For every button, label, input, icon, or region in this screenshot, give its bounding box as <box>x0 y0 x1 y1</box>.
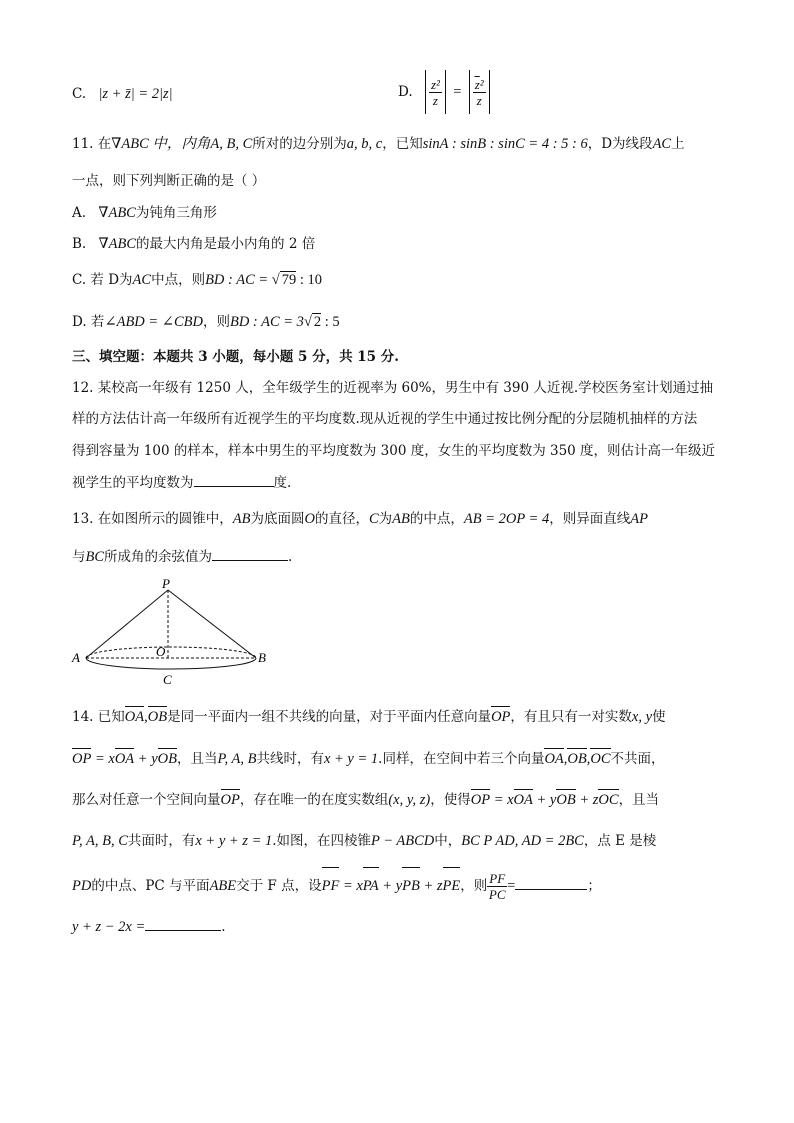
q11-option-c-sqrt: 79 <box>281 272 297 288</box>
q14-tuple: (x, y, z) <box>388 792 431 808</box>
q14-text: 中， <box>434 833 462 849</box>
q14-points: P, A, B, C <box>72 833 128 849</box>
q14-text: ，有且只有一对实数 <box>510 709 632 725</box>
q14-vector-ob: OB <box>157 751 177 767</box>
q12-answer-blank[interactable] <box>194 472 274 487</box>
q13-diameter: AB <box>232 511 251 527</box>
q10-option-d: D. $\frac{\text{z²}}{z}$ = $\frac{\overline{z}^2}{z}$ <box>398 70 490 114</box>
q12-line1: 12. 某校高一年级有 1250 人，全年级学生的近视率为 60%，男生中有 390 人近视.学校医务室计划通过抽 <box>72 380 714 396</box>
q12-line4 <box>72 472 291 493</box>
section-3-heading: 三、填空题：本题共 3 小题，每小题 5 分，共 15 分. <box>72 349 399 365</box>
q12-unit: 度. <box>273 475 292 491</box>
q14-text: .同样，在空间中若三个向量 <box>378 751 545 767</box>
q14-vector-ob: OB <box>147 709 168 725</box>
q14-vector-ob: OB <box>556 792 576 808</box>
q14-vector-op: OP <box>72 751 92 767</box>
q14-vector-pe: PE <box>443 868 461 904</box>
q13-line2 <box>72 546 292 567</box>
q14-text: 共线时，有 <box>256 751 324 767</box>
q14-edge-pd: PD <box>72 878 92 894</box>
q14-vector-oc: OC <box>598 792 619 808</box>
q11-option-d-angles: ∠ABD = ∠CBD <box>104 314 203 330</box>
q14-text: ，点 E 是棱 <box>583 833 657 849</box>
q11-option-c-text: C. 若 D为 <box>72 272 133 288</box>
q14-line3 <box>72 790 659 810</box>
q14-text: ，且当 <box>177 751 218 767</box>
q13-condition: AB = 2OP = 4 <box>463 511 550 527</box>
q13-center: O <box>304 511 315 527</box>
q14-vector-pf: PF <box>322 868 340 904</box>
q14-vector-oa: OA <box>124 709 145 725</box>
q11-angles: A, B, C <box>210 136 253 152</box>
q13-answer-blank[interactable] <box>212 546 288 561</box>
q14-text: ，使得 <box>430 792 471 808</box>
q11-option-a: A. ∇ABC为钝角三角形 <box>72 205 217 221</box>
q11-option-c-segment: AC <box>132 272 152 288</box>
cone-base-back <box>86 647 256 658</box>
q14-text: 交于 F 点，设 <box>236 878 322 894</box>
q14-equals: = <box>507 878 516 894</box>
q13-text: 为 <box>378 511 393 527</box>
q14-eq: = x <box>91 751 115 767</box>
q14-text: 使 <box>652 709 666 725</box>
fig-label-o: O <box>156 644 166 659</box>
q11-stem-line2: 一点，则下列判断正确的是（ ） <box>72 173 266 189</box>
q13-cone-figure <box>66 576 286 686</box>
q11-option-d-text: ，则 <box>202 314 230 330</box>
q14-eq: = x <box>490 792 514 808</box>
q14-line4 <box>72 831 656 851</box>
q14-pyramid: P − ABCD <box>371 833 435 849</box>
q14-vector-op: OP <box>220 792 240 808</box>
q11-sides: a, b, c <box>346 136 383 152</box>
q10-option-d-label: D. <box>398 84 413 100</box>
q11-option-d: D. 若∠ABD = ∠CBD，则BD : AC = 3√ 2 : 5 <box>72 314 340 330</box>
q14-line5 <box>72 868 601 904</box>
q14-fraction-den: PC <box>488 887 506 902</box>
q14-text: ，则 <box>460 878 488 894</box>
q13-text: 的直径， <box>314 511 369 527</box>
q13-text: 与 <box>72 549 86 565</box>
q11-text: 所对的边分别为 <box>252 136 347 152</box>
q13-text: 为底面圆 <box>250 511 305 527</box>
q11-option-d-ratio: BD : AC = 3 <box>229 314 304 330</box>
q10-option-c <box>72 84 173 104</box>
q12-line3: 得到容量为 100 的样本，样本中男生的平均度数为 300 度，女生的平均度数为 350 度，则估计高一年级近 <box>72 443 716 459</box>
q11-option-a-triangle: ABC <box>108 205 136 221</box>
q14-text: 是同一平面内一组不共线的向量，对于平面内任意向量 <box>167 709 492 725</box>
q14-vector-pa: PA <box>363 868 379 904</box>
q14-condition: BC P AD, AD = 2BC <box>461 833 584 849</box>
q14-answer-blank-1[interactable] <box>515 875 587 890</box>
q14-fraction-num: PF <box>489 871 506 886</box>
q11-option-d-ratio-end: : 5 <box>321 314 340 330</box>
q13-line-bc: BC <box>85 549 105 565</box>
q14-fraction <box>487 871 507 902</box>
q13-arc: AB <box>392 511 410 527</box>
q14-semicolon: ； <box>587 878 601 894</box>
q14-vector-oa: OA <box>114 751 135 767</box>
q14-text: 共面时，有 <box>127 833 196 849</box>
q13-line1 <box>72 509 648 529</box>
q14-eq: + y <box>532 792 557 808</box>
q14-eq: = x <box>339 878 363 894</box>
q13-text: 所成角的余弦值为 <box>104 549 213 565</box>
q14-text: ，存在唯一的在度实数组 <box>239 792 389 808</box>
q11-stem-text: 11. 在 <box>72 136 112 152</box>
cone-base-front <box>86 658 256 669</box>
fig-label-b: B <box>258 650 266 665</box>
q13-text: 13. 在如图所示的圆锥中， <box>72 511 233 527</box>
q13-point-c: C <box>368 511 379 527</box>
q12-line2: 样的方法估计高一年级所有近视学生的平均度数.现从近视的学生中通过按比例分配的分层随机抽样的方法 <box>72 411 698 427</box>
q14-period: . <box>221 919 226 935</box>
q14-text: ，且当 <box>618 792 660 808</box>
q14-vector-pb: PB <box>402 868 420 904</box>
fig-label-a: A <box>72 650 80 665</box>
q14-eq: + z <box>575 792 599 808</box>
q11-text: ，D为线段 <box>587 136 653 152</box>
q11-option-b-triangle: ABC <box>108 236 137 252</box>
q14-line6 <box>72 916 226 937</box>
q11-option-a-text: 为钝角三角形 <box>135 205 217 221</box>
fig-label-c: C <box>163 672 172 686</box>
q14-sum: x + y = 1 <box>323 751 379 767</box>
q14-points: P, A, B <box>217 751 257 767</box>
q13-line-ap: AP <box>630 511 648 527</box>
q14-eq: + y <box>378 878 403 894</box>
q12-text: 视学生的平均度数为 <box>72 475 194 491</box>
q14-vector-oa: OA <box>513 792 533 808</box>
q11-text: ，已知 <box>382 136 423 152</box>
q11-option-d-text: D. 若 <box>72 314 105 330</box>
q11-option-b-label: B. <box>72 236 87 252</box>
q11-sine-ratio: sinA : sinB : sinC = 4 : 5 : 6 <box>422 136 588 152</box>
q14-vector-oa: OA <box>544 751 564 767</box>
q11-text: 上 <box>671 136 685 152</box>
cone-edge-pb <box>168 590 256 658</box>
q14-answer-blank-2[interactable] <box>145 916 221 931</box>
q14-text: 的中点、PC 与平面 <box>91 878 210 894</box>
q14-vector-oc: OC <box>590 751 611 767</box>
q14-text: 不共面， <box>610 751 665 767</box>
q11-option-b: B. ∇ABC的最大内角是最小内角的 2 倍 <box>72 236 316 252</box>
q14-expression: y + z − 2x = <box>72 919 146 935</box>
q11-option-a-label: A. <box>72 205 87 221</box>
q14-eq: + z <box>419 878 443 894</box>
q10-option-c-expr: |z + z̄| = 2|z| <box>98 86 173 102</box>
q11-triangle: ABC 中，内角 <box>121 136 211 152</box>
q11-option-c-ratio-end: : 10 <box>296 272 323 288</box>
q10-option-d-rhs: $\frac{\overline{z}^2}{z}$ <box>469 70 490 114</box>
q14-text: .如图，在四棱锥 <box>272 833 372 849</box>
fig-label-p: P <box>162 576 170 591</box>
q10-option-d-lhs: $\frac{\text{z²}}{z}$ <box>425 70 446 114</box>
q14-text: 14. 已知 <box>72 709 125 725</box>
q11-segment: AC <box>652 136 672 152</box>
q14-eq: + y <box>134 751 158 767</box>
q11-option-d-sqrt: 2 <box>313 314 322 330</box>
q14-line1: 14. 已知OA,OB是同一平面内一组不共线的向量，对于平面内任意向量OP，有且只有一对实数x, y使 <box>72 709 666 725</box>
q13-period: . <box>288 549 293 565</box>
q14-vector-ob: OB <box>567 751 587 767</box>
q14-vector-op: OP <box>491 709 511 725</box>
q14-line2: OP = xOA + yOB，且当P, A, B共线时，有x + y = 1.同样，在空间中若三个向量OA,OB,OC不共面， <box>72 751 665 767</box>
q11-stem-line1: 11. 在∇ABC 中，内角A, B, C所对的边分别为a, b, c，已知sinA : sinB : sinC = 4 : 5 : 6，D为线段AC上 <box>72 136 685 152</box>
q13-text: 的中点， <box>409 511 464 527</box>
q11-option-c-text: 中点，则 <box>151 272 206 288</box>
q14-vector-op: OP <box>470 792 491 808</box>
q14-text: 那么对任意一个空间向量 <box>72 792 221 808</box>
q14-sum: x + y + z = 1 <box>195 833 273 849</box>
q11-option-c-ratio: BD : AC = <box>205 272 272 288</box>
q11-option-b-text: 的最大内角是最小内角的 2 倍 <box>136 236 316 252</box>
q13-text: ，则异面直线 <box>549 511 631 527</box>
q10-option-c-label: C. <box>72 86 87 102</box>
q11-option-c: C. 若 D为AC中点，则BD : AC = √ 79 : 10 <box>72 272 323 288</box>
q14-reals: x, y <box>631 709 653 725</box>
q14-plane: ABE <box>209 878 237 894</box>
